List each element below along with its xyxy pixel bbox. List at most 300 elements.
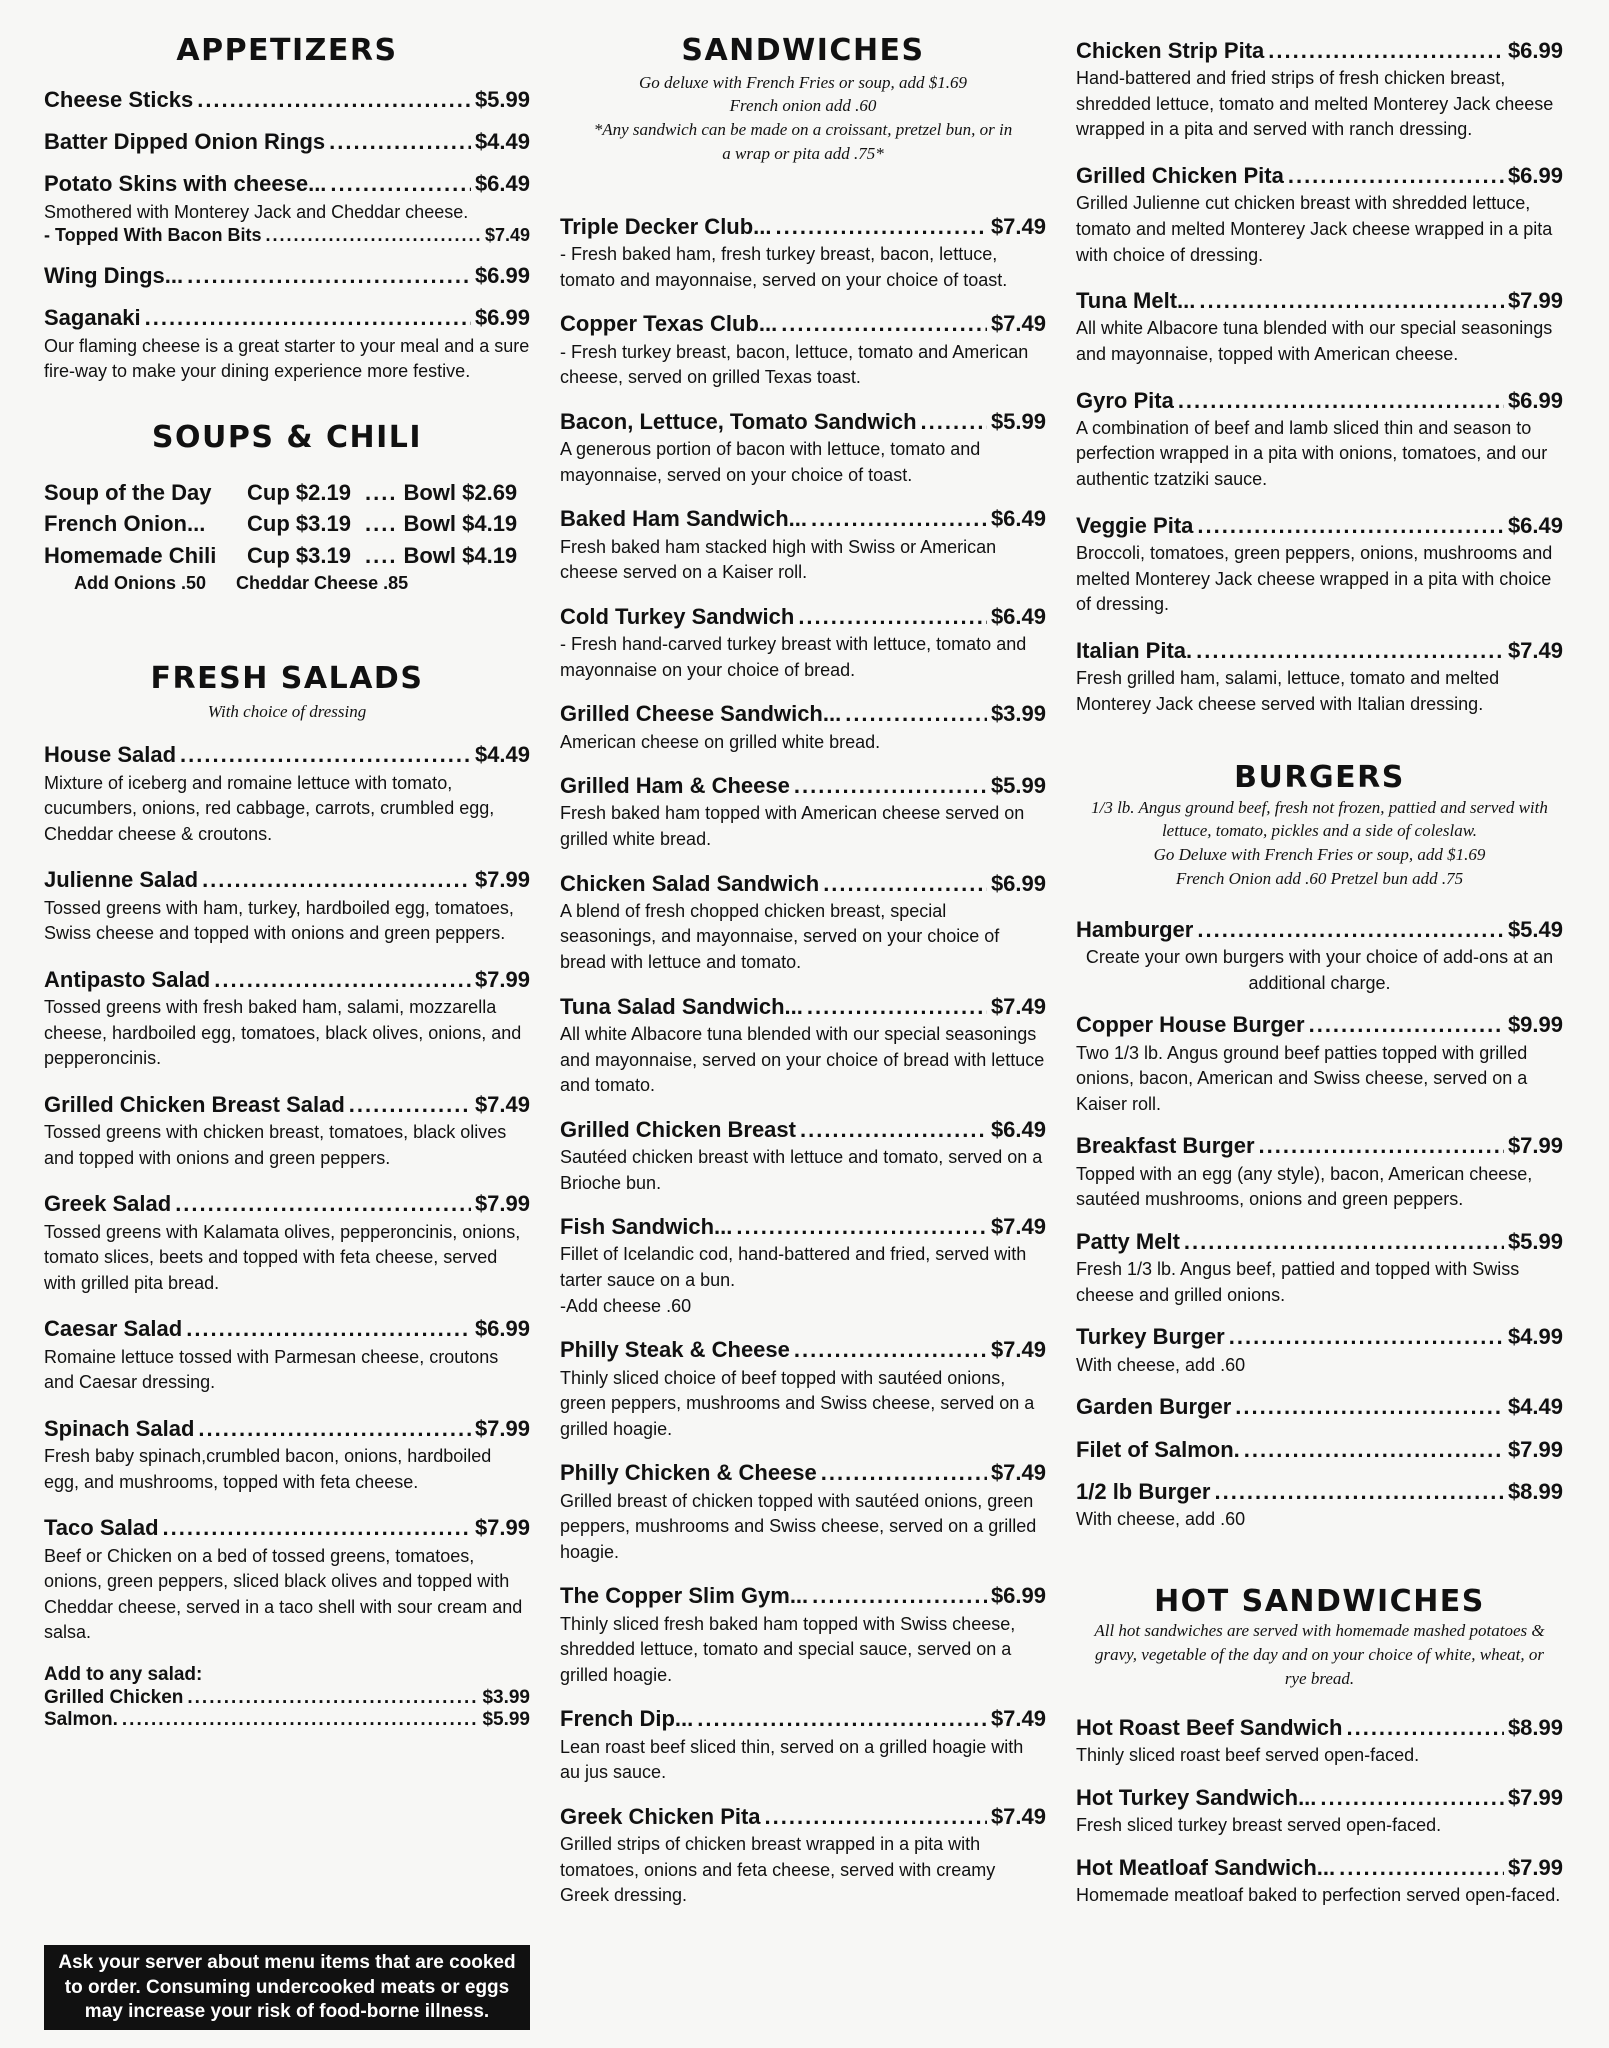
menu-item-name: Greek Salad [44, 1191, 172, 1217]
dot-leader [202, 867, 471, 893]
menu-item-name: Batter Dipped Onion Rings [44, 128, 326, 154]
menu-item-price: $7.49 [990, 1337, 1046, 1363]
dot-leader [1214, 1479, 1503, 1505]
burgers-subtitle-3: French Onion add .60 Pretzel bun add .75 [1175, 868, 1464, 888]
sandwiches-subtitle-1: Go deluxe with French Fries or soup, add $1.69 [639, 72, 967, 92]
dot-leader [697, 1706, 987, 1732]
soup-bowl-price: Bowl $2.69 [403, 480, 518, 506]
dot-leader [1197, 917, 1504, 943]
dot-leader [921, 409, 987, 435]
menu-item-description: Smothered with Monterey Jack and Cheddar cheese. [44, 201, 469, 222]
menu-item-row [560, 214, 1046, 240]
menu-item-row [560, 1583, 1046, 1609]
menu-item-name: Copper Texas Club... [560, 311, 778, 337]
menu-item-price: $5.99 [474, 86, 530, 112]
dot-leader [1229, 1324, 1504, 1350]
dot-leader [180, 742, 471, 768]
menu-item-row [560, 773, 1046, 799]
salad-addons-title: Add to any salad: [44, 1663, 203, 1685]
menu-item [1076, 1855, 1563, 1909]
menu-item-description: All white Albacore tuna blended with our special seasonings and mayonnaise, served on your choice of bread with lettuce and tomato. [560, 1023, 1045, 1096]
menu-item [44, 1515, 530, 1646]
salad-addons [44, 1664, 530, 1732]
menu-item-row [44, 1416, 530, 1442]
menu-item-description: Our flaming cheese is a great starter to your meal and a sure fire-way to make your dining experience more festive. [44, 335, 530, 382]
menu-item-description: - Fresh turkey breast, bacon, lettuce, tomato and American cheese, served on grilled Texas toast. [560, 341, 1029, 388]
menu-item-name: Italian Pita. [1076, 637, 1193, 663]
menu-item-name: Grilled Ham & Cheese [560, 773, 790, 799]
menu-item-row [1076, 1479, 1563, 1505]
menu-item [560, 1460, 1046, 1565]
menu-item-price: $4.49 [474, 128, 530, 154]
menu-item-name: Taco Salad [44, 1515, 159, 1541]
dot-leader [186, 1316, 471, 1342]
soup-extras [44, 573, 530, 594]
salad-addon-row [44, 1709, 530, 1732]
dot-leader [1320, 1785, 1504, 1811]
menu-item-price: $6.99 [990, 870, 1046, 896]
menu-item-description: Fresh grilled ham, salami, lettuce, tomato and melted Monterey Jack cheese served with Italian dressing. [1076, 668, 1500, 714]
menu-item-price: $6.99 [474, 1316, 530, 1342]
menu-item-row [560, 1804, 1046, 1830]
dot-leader [765, 1804, 987, 1830]
menu-item [1076, 288, 1563, 367]
menu-item-description: Fresh baked ham stacked high with Swiss or American cheese served on a Kaiser roll. [560, 536, 997, 583]
soup-bowl [363, 477, 530, 508]
menu-item-price: $6.49 [990, 1116, 1046, 1142]
menu-item-price: $7.99 [474, 1191, 530, 1217]
menu-item-description: Broccoli, tomatoes, green peppers, onions, mushrooms and melted Monterey Jack cheese wrapped in a pita with choice of dressing. [1076, 542, 1553, 615]
salad-addon-row [44, 1687, 530, 1710]
menu-item-price: $6.99 [1507, 387, 1563, 413]
menu-item-row [44, 1515, 530, 1541]
dot-leader [1197, 513, 1504, 539]
menu-item-name: Copper House Burger [1076, 1012, 1305, 1038]
dot-leader [175, 1191, 471, 1217]
salads-list [44, 742, 530, 1646]
menu-item-row [1076, 1437, 1563, 1463]
dot-leader [187, 1687, 478, 1710]
salad-addon-name: Salmon. [44, 1709, 118, 1731]
menu-item-row [560, 604, 1046, 630]
menu-item-name: Filet of Salmon. [1076, 1436, 1240, 1462]
sandwiches-list [560, 214, 1046, 1909]
menu-item-row [560, 311, 1046, 337]
menu-item [560, 1583, 1046, 1688]
menu-item-row [560, 1117, 1046, 1143]
menu-item [44, 867, 530, 946]
dot-leader [736, 1214, 987, 1240]
dot-leader [198, 1416, 471, 1442]
menu-item-row [44, 1191, 530, 1217]
menu-item [44, 1416, 530, 1495]
menu-item-name: Garden Burger [1076, 1394, 1232, 1420]
menu-item-price: $8.99 [1507, 1714, 1563, 1740]
dot-leader [821, 1460, 987, 1486]
soup-cup-price: Cup $3.19 [247, 511, 351, 537]
menu-item-description: All white Albacore tuna blended with our special seasonings and mayonnaise, topped with American cheese. [1076, 318, 1553, 364]
menu-item-price: $7.99 [474, 1515, 530, 1541]
dot-leader [1288, 163, 1504, 189]
menu-item [1076, 1229, 1563, 1308]
addon-name: - Topped With Bacon Bits [44, 225, 262, 246]
dot-leader [1235, 1394, 1504, 1420]
soup-name: Homemade Chili [44, 542, 217, 568]
menu-item-price: $6.99 [474, 262, 530, 288]
menu-item [560, 604, 1046, 683]
menu-item-row [560, 1337, 1046, 1363]
soup-name: Soup of the Day [44, 480, 212, 506]
menu-item-row [44, 87, 530, 113]
menu-item-description: - Fresh hand-carved turkey breast with lettuce, tomato and mayonnaise on your choice of bread. [560, 634, 1027, 680]
column-left [44, 30, 530, 1732]
menu-item-row [44, 129, 530, 155]
menu-item-addon [44, 225, 530, 247]
menu-item [1076, 1785, 1563, 1839]
menu-item [44, 87, 530, 113]
menu-item-description: Beef or Chicken on a bed of tossed greens, tomatoes, onions, green peppers, sliced black olives and topped with Cheddar cheese, served in a taco shell with sour cream and salsa. [44, 1545, 523, 1643]
menu-item [1076, 1133, 1563, 1212]
salad-addon-name: Grilled Chicken [44, 1686, 184, 1708]
menu-item-price: $6.99 [1507, 163, 1563, 189]
dot-leader: .... [365, 511, 398, 537]
menu-item-price: $6.49 [1507, 512, 1563, 538]
dot-leader [798, 604, 987, 630]
addon-price: $7.49 [484, 225, 530, 246]
menu-item-row [560, 506, 1046, 532]
menu-item-row [1076, 1229, 1563, 1255]
dot-leader [845, 701, 987, 727]
menu-item-name: Potato Skins with cheese... [44, 171, 327, 197]
menu-item-price: $7.99 [1507, 1784, 1563, 1810]
menu-item-row [560, 1460, 1046, 1486]
menu-item-name: Cheese Sticks [44, 86, 194, 112]
menu-item [1076, 1479, 1563, 1533]
appetizers-list [44, 87, 530, 385]
menu-item-row [560, 1706, 1046, 1732]
menu-item [1076, 1715, 1563, 1769]
menu-item-name: Patty Melt [1076, 1228, 1180, 1254]
menu-item-description: Tossed greens with chicken breast, tomatoes, black olives and topped with onions and green peppers. [44, 1122, 507, 1168]
menu-item-description: Grilled breast of chicken topped with sautéed onions, green peppers, mushrooms and Swiss cheese, served on a grilled hoagie. [560, 1490, 1037, 1562]
menu-item [560, 1804, 1046, 1909]
soup-bowl [363, 540, 530, 571]
menu-item-name: French Dip... [560, 1706, 694, 1732]
menu-item [560, 701, 1046, 755]
menu-item-price: $5.99 [990, 408, 1046, 434]
menu-item-name: Tuna Salad Sandwich... [560, 993, 803, 1019]
menu-item [1076, 1437, 1563, 1463]
menu-item-price: $7.49 [990, 311, 1046, 337]
dot-leader [823, 871, 987, 897]
menu-item-name: Gyro Pita [1076, 387, 1174, 413]
menu-item-price: $6.49 [990, 603, 1046, 629]
menu-item [560, 994, 1046, 1099]
menu-item-name: Caesar Salad [44, 1316, 183, 1342]
menu-item-description: Homemade meatloaf baked to perfection served open-faced. [1076, 1885, 1561, 1906]
sandwiches-subtitle-3: *Any sandwich can be made on a croissant, pretzel bun, or in a wrap or pita add .75* [593, 120, 1013, 163]
menu-item-description: Sautéed chicken breast with lettuce and tomato, served on a Brioche bun. [560, 1146, 1043, 1193]
menu-item-name: Tuna Melt... [1076, 288, 1196, 314]
menu-item-name: Saganaki [44, 305, 141, 331]
menu-item [1076, 917, 1563, 996]
menu-item-description: Thinly sliced choice of beef topped with sautéed onions, green peppers, mushrooms and Swiss cheese, served on a grilled hoagie. [560, 1367, 1035, 1439]
dot-leader [794, 773, 987, 799]
dot-leader [122, 1709, 479, 1732]
menu-item-price: $6.99 [1507, 38, 1563, 63]
menu-item-price: $3.99 [990, 701, 1046, 727]
menu-item-description: American cheese on grilled white bread. [560, 731, 881, 752]
soup-cup-price: Cup $2.19 [247, 480, 351, 506]
menu-item-row [1076, 38, 1563, 64]
menu-item-description: With cheese, add .60 [1076, 1354, 1246, 1375]
menu-item [1076, 1394, 1563, 1420]
menu-item-name: Grilled Chicken Breast Salad [44, 1091, 345, 1117]
column-middle [560, 30, 1046, 1909]
menu-item-row [1076, 288, 1563, 314]
menu-item-price: $7.99 [1507, 288, 1563, 314]
dot-leader [794, 1337, 987, 1363]
menu-item-row [1076, 917, 1563, 943]
menu-item-name: Triple Decker Club... [560, 213, 772, 239]
dot-leader [330, 171, 471, 197]
burgers-list [1076, 917, 1563, 1533]
dot-leader [807, 994, 987, 1020]
menu-item-row [560, 871, 1046, 897]
dot-leader [214, 967, 471, 993]
dot-leader [1339, 1855, 1504, 1881]
dot-leader [1259, 1133, 1504, 1159]
dot-leader [197, 87, 471, 113]
hot-sandwiches-list [1076, 1715, 1563, 1909]
dot-leader [1268, 38, 1504, 64]
menu-item-price: $7.49 [990, 213, 1046, 239]
column-right [1076, 30, 1563, 1909]
menu-item-name: Grilled Chicken Breast [560, 1116, 796, 1142]
menu-item-description: Topped with an egg (any style), bacon, American cheese, sautéed mushrooms, onions and green peppers. [1076, 1163, 1533, 1210]
menu-item-price: $7.49 [990, 1214, 1046, 1240]
soup-cup-price: Cup $3.19 [247, 542, 351, 568]
menu-item-name: Hot Roast Beef Sandwich [1076, 1714, 1343, 1740]
menu-item-price: $7.49 [990, 1803, 1046, 1829]
dot-leader [1196, 638, 1504, 664]
menu-item-description: Tossed greens with ham, turkey, hardboiled egg, tomatoes, Swiss cheese and topped with onions and green peppers. [44, 897, 514, 944]
menu-item-description: Fresh 1/3 lb. Angus beef, pattied and topped with Swiss cheese and grilled onions. [1076, 1259, 1520, 1305]
menu-item-description: Two 1/3 lb. Angus ground beef patties topped with grilled onions, bacon, American and Swiss cheese, served on a Kaiser roll. [1076, 1042, 1528, 1114]
menu-item-price: $7.99 [474, 1415, 530, 1441]
menu-item-description: Romaine lettuce tossed with Parmesan cheese, croutons and Caesar dressing. [44, 1346, 499, 1393]
soups-table [44, 477, 530, 594]
menu-item-name: Cold Turkey Sandwich [560, 603, 795, 629]
menu-item-price: $5.99 [990, 773, 1046, 799]
menu-item-description: Fresh sliced turkey breast served open-faced. [1076, 1815, 1442, 1836]
dot-leader [812, 1583, 987, 1609]
soup-name: French Onion... [44, 511, 206, 537]
menu-item-description: Create your own burgers with your choice of add-ons at an additional charge. [1085, 947, 1554, 993]
hot-sandwiches-subtitle: All hot sandwiches are served with homemade mashed potatoes & gravy, vegetable of the day and on your choice of white, wheat, or rye bread. [1094, 1621, 1545, 1689]
dot-leader [349, 1092, 471, 1118]
menu-item-name: The Copper Slim Gym... [560, 1583, 809, 1609]
dot-leader [329, 129, 471, 155]
menu-item [1076, 1012, 1563, 1117]
menu-item-row [1076, 1133, 1563, 1159]
menu-item-row [1076, 513, 1563, 539]
menu-item-description: Grilled Julienne cut chicken breast with shredded lettuce, tomato and melted Monterey Jack cheese wrapped in a pita with choice of dressing. [1076, 193, 1553, 265]
menu-item-name: Turkey Burger [1076, 1324, 1225, 1350]
menu-item-row [44, 742, 530, 768]
menu-item [560, 871, 1046, 976]
sandwiches-title: SANDWICHES [681, 33, 925, 68]
menu-item [560, 1337, 1046, 1442]
menu-item-name: Antipasto Salad [44, 966, 211, 992]
menu-item [1076, 638, 1563, 717]
menu-item-price: $7.49 [990, 1460, 1046, 1486]
menu-item-row [560, 994, 1046, 1020]
menu-item-price: $6.49 [474, 171, 530, 197]
menu-item-row [44, 1092, 530, 1118]
dot-leader: .... [365, 542, 398, 568]
menu-item [44, 263, 530, 289]
menu-item-description: Fresh baby spinach,crumbled bacon, onions, hardboiled egg, and mushrooms, topped with feta cheese. [44, 1446, 492, 1492]
menu-item-row [1076, 1715, 1563, 1741]
menu-item-row [44, 263, 530, 289]
menu-item-price: $7.49 [1507, 637, 1563, 663]
menu-item-description: Tossed greens with fresh baked ham, salami, mozzarella cheese, hardboiled egg, tomatoes, black olives, onions, and pepperoncinis. [44, 997, 522, 1069]
menu-item [560, 311, 1046, 390]
menu-item [560, 1117, 1046, 1196]
menu-item [44, 129, 530, 155]
dot-leader [776, 214, 987, 240]
burgers-subtitle-1: 1/3 lb. Angus ground beef, fresh not frozen, pattied and served with lettuce, tomato, pickles and a side of coleslaw. [1091, 797, 1548, 841]
menu-item-price: $7.99 [1507, 1133, 1563, 1159]
pitas-list [1076, 38, 1563, 717]
menu-item-row [1076, 388, 1563, 414]
menu-item-price: $6.99 [990, 1583, 1046, 1609]
menu-item-price: $7.99 [1507, 1854, 1563, 1880]
menu-item-row [560, 701, 1046, 727]
menu-item-price: $4.49 [474, 742, 530, 768]
menu-item-price: $5.49 [1507, 916, 1563, 942]
menu-item-description: Tossed greens with Kalamata olives, pepperoncinis, onions, tomato slices, beets and topped with feta cheese, served with grilled pita bread. [44, 1221, 521, 1293]
hot-sandwiches-title: HOT SANDWICHES [1154, 1583, 1485, 1619]
dot-leader [187, 263, 471, 289]
salads-title: FRESH SALADS [150, 660, 424, 696]
menu-item-price: $7.99 [1507, 1436, 1563, 1462]
menu-item [44, 305, 530, 384]
soups-title: SOUPS & CHILI [151, 419, 423, 455]
menu-item-name: Julienne Salad [44, 867, 199, 893]
appetizers-title: APPETIZERS [176, 33, 398, 68]
menu-item-price: $7.99 [474, 867, 530, 893]
sandwiches-subtitle-2: French onion add .60 [729, 96, 877, 116]
menu-item-description: Mixture of iceberg and romaine lettuce with tomato, cucumbers, onions, red cabbage, carrots, crumbled egg, Cheddar cheese & croutons. [44, 772, 495, 844]
dot-leader [1178, 388, 1504, 414]
menu-item-row [560, 409, 1046, 435]
menu-item-name: Philly Steak & Cheese [560, 1337, 790, 1363]
menu-item [560, 214, 1046, 293]
menu-item-name: House Salad [44, 742, 177, 768]
menu-item-name: Bacon, Lettuce, Tomato Sandwich [560, 408, 917, 434]
menu-item-description: Fillet of Icelandic cod, hand-battered and fried, served with tarter sauce on a bun. -Add cheese .60 [560, 1244, 1027, 1316]
menu-item-row [44, 967, 530, 993]
menu-item-row [44, 171, 530, 197]
menu-item-name: Fish Sandwich... [560, 1214, 733, 1240]
extra-cheese: Cheddar Cheese .85 [236, 572, 409, 593]
menu-item-name: Spinach Salad [44, 1415, 195, 1441]
menu-item [44, 1191, 530, 1296]
dot-leader [800, 1117, 987, 1143]
menu-item-row [1076, 1394, 1563, 1420]
menu-item-price: $7.99 [474, 966, 530, 992]
salad-addon-price: $5.99 [482, 1709, 530, 1731]
menu-item [1076, 1324, 1563, 1378]
menu-item-row [1076, 638, 1563, 664]
menu-item-description: A combination of beef and lamb sliced thin and season to perfection wrapped in a pita with onions, tomatoes, and our authentic tzatziki sauce. [1076, 417, 1548, 490]
burgers-title: BURGERS [1234, 760, 1405, 796]
menu-item-name: Breakfast Burger [1076, 1133, 1255, 1159]
menu-item [560, 1706, 1046, 1785]
dot-leader [811, 506, 987, 532]
menu-item [44, 967, 530, 1072]
menu-item [1076, 513, 1563, 618]
menu-item-row [1076, 1855, 1563, 1881]
menu-item-row [1076, 1012, 1563, 1038]
menu-item-row [44, 867, 530, 893]
menu-item [44, 742, 530, 847]
menu-item [44, 1092, 530, 1171]
menu-item-name: Grilled Cheese Sandwich... [560, 701, 842, 727]
salads-subtitle: With choice of dressing [207, 702, 367, 722]
menu-item [560, 1214, 1046, 1319]
menu-item-price: $4.49 [1507, 1394, 1563, 1420]
burgers-subtitle-2: Go Deluxe with French Fries or soup, add $1.69 [1153, 845, 1486, 865]
menu-item-price: $8.99 [1507, 1478, 1563, 1504]
menu-item [1076, 38, 1563, 143]
extra-onions: Add Onions .50 [74, 572, 207, 593]
menu-item-description: Hand-battered and fried strips of fresh chicken breast, shredded lettuce, tomato and melted Monterey Jack cheese wrapped in a pita and served with ranch dressing. [1076, 68, 1554, 140]
dot-leader [1309, 1012, 1504, 1038]
menu-item-description: A blend of fresh chopped chicken breast, special seasonings, and mayonnaise, served on your choice of bread with lettuce and tomato. [560, 900, 1000, 973]
soup-bowl [363, 508, 530, 539]
menu-item [560, 773, 1046, 852]
menu-item-name: Chicken Strip Pita [1076, 38, 1265, 63]
menu-item-name: Hamburger [1076, 916, 1194, 942]
dot-leader [1199, 288, 1504, 314]
menu-item-name: Hot Turkey Sandwich... [1076, 1784, 1317, 1810]
menu-item-name: Wing Dings... [44, 262, 184, 288]
menu-item-description: Grilled strips of chicken breast wrapped in a pita with tomatoes, onions and feta cheese, served with creamy Greek dressing. [560, 1834, 996, 1906]
menu-item-name: Hot Meatloaf Sandwich... [1076, 1854, 1336, 1880]
menu-item-description: Thinly sliced fresh baked ham topped with Swiss cheese, shredded lettuce, tomato and special sauce, served on a grilled hoagie. [560, 1613, 1016, 1685]
dot-leader [1184, 1229, 1504, 1255]
menu-item-description: - Fresh baked ham, fresh turkey breast, bacon, lettuce, tomato and mayonnaise, served on your choice of toast. [560, 244, 1008, 290]
dot-leader [163, 1515, 471, 1541]
menu-item-description: Thinly sliced roast beef served open-faced. [1076, 1745, 1420, 1766]
menu-item-name: Greek Chicken Pita [560, 1803, 761, 1829]
menu-item-row [44, 1316, 530, 1342]
menu-item [560, 506, 1046, 585]
salad-addon-price: $3.99 [482, 1686, 530, 1708]
menu-item-price: $7.49 [990, 993, 1046, 1019]
menu-item-description: A generous portion of bacon with lettuce, tomato and mayonnaise, served on your choice of toast. [560, 439, 981, 485]
dot-leader [1244, 1437, 1504, 1463]
menu-item-row [560, 1214, 1046, 1240]
food-safety-notice: Ask your server about menu items that are cooked to order. Consuming undercooked meats or eggs may increase your risk of food-borne illness. [44, 1945, 530, 2030]
menu-item-name: Grilled Chicken Pita [1076, 163, 1284, 189]
menu-item [44, 171, 530, 247]
menu-item [1076, 163, 1563, 268]
menu-item-row [1076, 1785, 1563, 1811]
